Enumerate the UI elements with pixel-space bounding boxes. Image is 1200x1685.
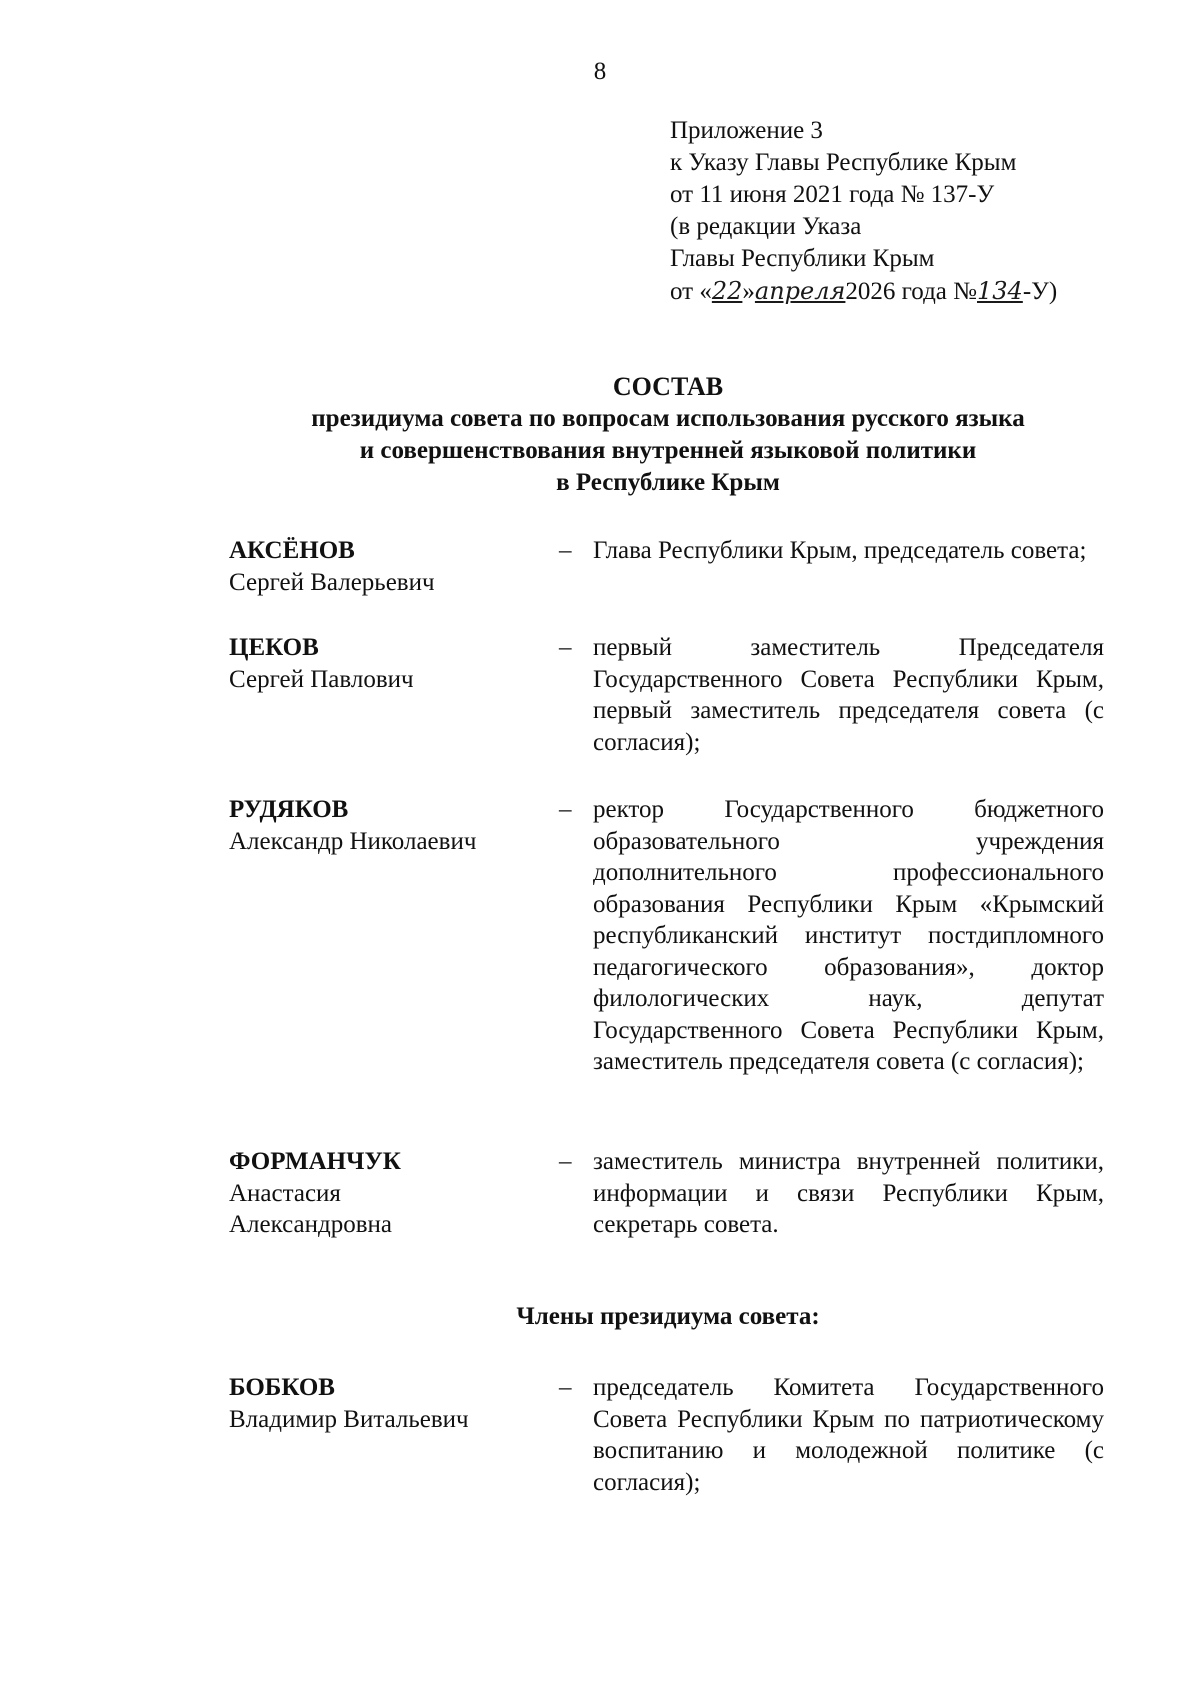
member-name: [229, 632, 549, 695]
date-middle: 2026 года №: [845, 278, 978, 305]
handwritten-month: апреля: [754, 277, 846, 305]
member-position: председатель Комитета Государственного Совета Республики Крым по патриотическому воспитанию и молодежной политике (с согласия);: [593, 1374, 1104, 1496]
member-name: [229, 794, 549, 857]
member-given-names: Анастасия Александровна: [229, 1179, 393, 1238]
dash: –: [559, 537, 572, 564]
dash: –: [559, 1374, 572, 1401]
member-given-names: Александр Николаевич: [229, 827, 477, 855]
handwritten-number: 134: [977, 277, 1023, 305]
document-title: [0, 371, 1200, 499]
date-quote-close: »: [742, 278, 755, 305]
members-heading: Члены президиума совета:: [516, 1303, 820, 1330]
member-surname: АКСЁНОВ: [229, 537, 355, 564]
appendix-line: к Указу Главы Республике Крым: [670, 149, 1017, 176]
member-position: первый заместитель Председателя Государственного Совета Республики Крым, первый заместитель председателя совета (с согласия);: [593, 634, 1104, 756]
member-position: Глава Республики Крым, председатель совета;: [593, 537, 1087, 564]
appendix-line: от 11 июня 2021 года № 137-У: [670, 181, 995, 208]
member-position: заместитель министра внутренней политики, информации и связи Республики Крым, секретарь совета.: [593, 1148, 1104, 1238]
member-name: [229, 1146, 469, 1241]
title-line: в Республике Крым: [556, 469, 780, 496]
title-line: и совершенствования внутренней языковой политики: [359, 437, 977, 464]
member-position: ректор Государственного бюджетного образовательного учреждения дополнительного профессионального образования Республики Крым «Крымский республиканский институт постдипломного педагогического образования», доктор филологических наук, депутат Государственного Совета Республики Крым, заместитель председателя совета (с согласия);: [593, 796, 1104, 1075]
member-surname: ЦЕКОВ: [229, 634, 319, 661]
handwritten-day: 22: [711, 277, 743, 305]
appendix-line: Главы Республики Крым: [670, 245, 935, 272]
member-name: [229, 535, 549, 598]
dash: –: [559, 1148, 572, 1175]
date-suffix: -У): [1022, 278, 1058, 305]
member-surname: ФОРМАНЧУК: [229, 1148, 401, 1175]
page-number: 8: [593, 58, 607, 85]
date-prefix: от «: [670, 278, 712, 305]
member-surname: БОБКОВ: [229, 1374, 335, 1401]
member-given-names: Сергей Валерьевич: [229, 568, 435, 596]
member-given-names: Владимир Витальевич: [229, 1405, 469, 1433]
appendix-line: (в редакции Указа: [670, 213, 862, 240]
dash: –: [559, 796, 572, 823]
member-given-names: Сергей Павлович: [229, 665, 414, 693]
title-main: СОСТАВ: [612, 372, 724, 401]
title-line: президиума совета по вопросам использования русского языка: [311, 405, 1025, 432]
appendix-line: Приложение 3: [670, 117, 823, 144]
dash: –: [559, 634, 572, 661]
appendix-date-line: [670, 275, 1057, 308]
appendix-reference: [670, 115, 1057, 308]
member-surname: РУДЯКОВ: [229, 796, 349, 823]
member-name: [229, 1372, 549, 1435]
